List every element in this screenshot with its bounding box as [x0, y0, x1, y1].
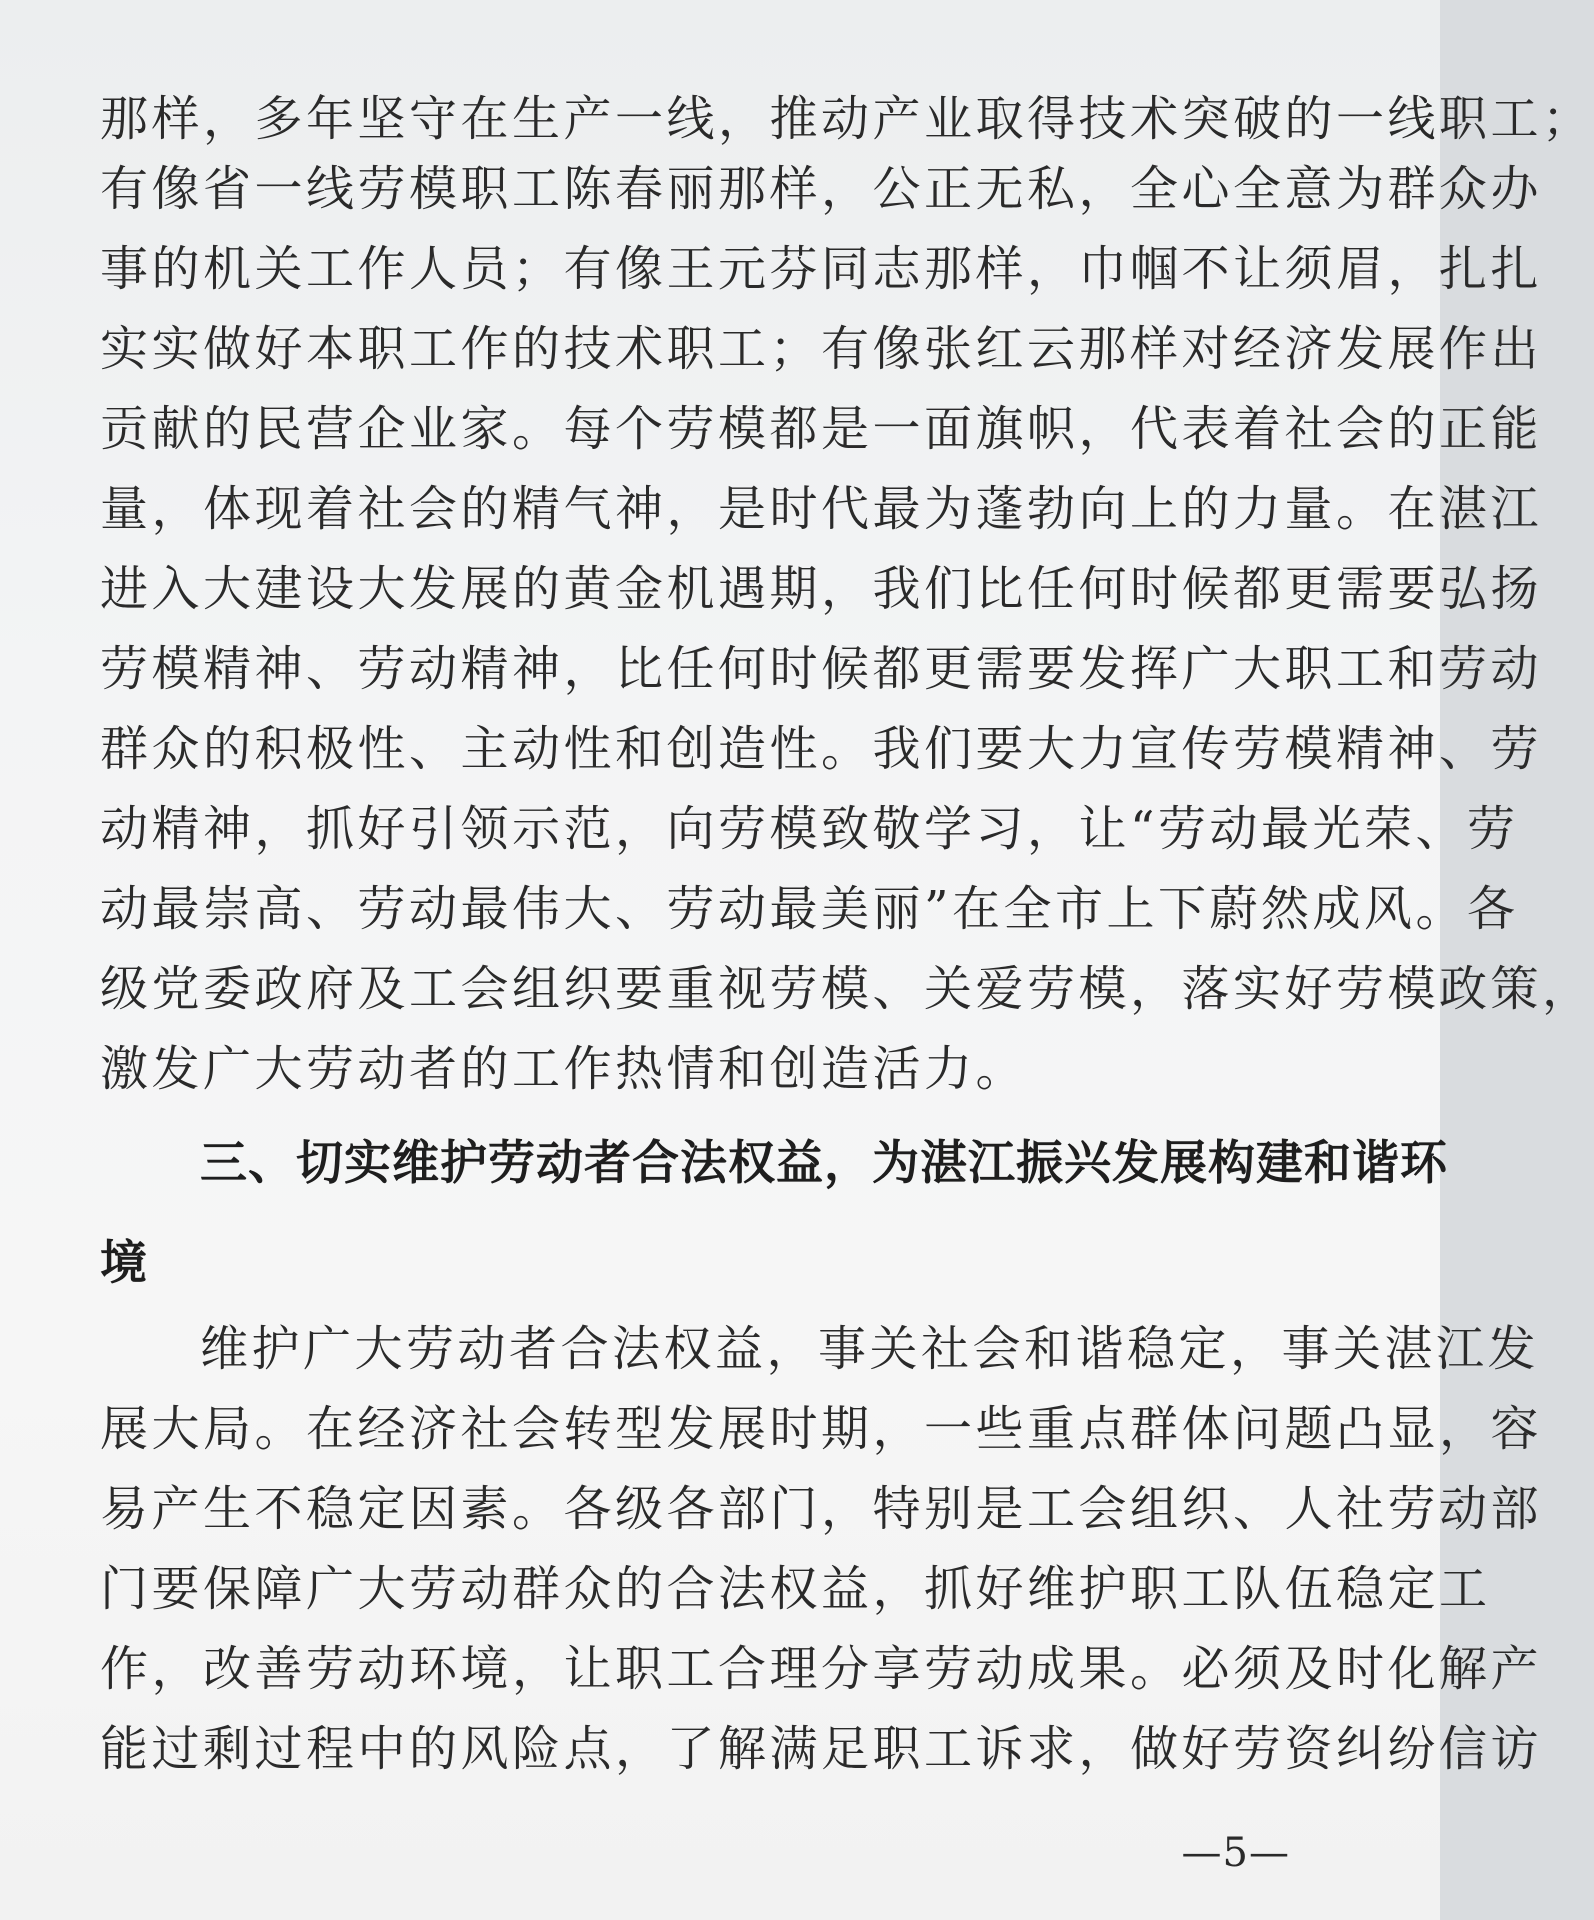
- paragraph-line: 级党委政府及工会组织要重视劳模、关爱劳模，落实好劳模政策，: [100, 961, 1594, 1017]
- paragraph-line: 作，改善劳动环境，让职工合理分享劳动成果。必须及时化解产: [100, 1641, 1543, 1697]
- paragraph-line: 维护广大劳动者合法权益，事关社会和谐稳定，事关湛江发: [200, 1321, 1540, 1377]
- section-heading: 三、切实维护劳动者合法权益，为湛江振兴发展构建和谐环: [200, 1136, 1448, 1191]
- paragraph-line: 进入大建设大发展的黄金机遇期，我们比任何时候都更需要弘扬: [100, 561, 1543, 617]
- paragraph-line: 劳模精神、劳动精神，比任何时候都更需要发挥广大职工和劳动: [100, 641, 1543, 697]
- paragraph-line: 激发广大劳动者的工作热情和创造活力。: [100, 1041, 1028, 1097]
- paragraph-line: 动最崇高、劳动最伟大、劳动最美丽”在全市上下蔚然成风。各: [100, 881, 1519, 937]
- paragraph-line: 贡献的民营企业家。每个劳模都是一面旗帜，代表着社会的正能: [100, 401, 1543, 457]
- page-number: —5—: [1181, 1830, 1290, 1876]
- paragraph-line: 那样，多年坚守在生产一线，推动产业取得技术突破的一线职工；: [100, 91, 1594, 147]
- paragraph-line: 事的机关工作人员；有像王元芬同志那样，巾帼不让须眉，扎扎: [100, 241, 1543, 297]
- paragraph-line: 有像省一线劳模职工陈春丽那样，公正无私，全心全意为群众办: [100, 161, 1543, 217]
- paragraph-line: 展大局。在经济社会转型发展时期，一些重点群体问题凸显，容: [100, 1401, 1543, 1457]
- paragraph-line: 群众的积极性、主动性和创造性。我们要大力宣传劳模精神、劳: [100, 721, 1543, 777]
- paragraph-line: 实实做好本职工作的技术职工；有像张红云那样对经济发展作出: [100, 321, 1543, 377]
- section-heading-continued: 境: [100, 1236, 148, 1291]
- paragraph-line: 量，体现着社会的精气神，是时代最为蓬勃向上的力量。在湛江: [100, 481, 1543, 537]
- paragraph-line: 门要保障广大劳动群众的合法权益，抓好维护职工队伍稳定工: [100, 1561, 1491, 1617]
- paragraph-line: 能过剩过程中的风险点，了解满足职工诉求，做好劳资纠纷信访: [100, 1721, 1543, 1777]
- paragraph-line: 动精神，抓好引领示范，向劳模致敬学习，让“劳动最光荣、劳: [100, 801, 1519, 857]
- paragraph-line: 易产生不稳定因素。各级各部门，特别是工会组织、人社劳动部: [100, 1481, 1543, 1537]
